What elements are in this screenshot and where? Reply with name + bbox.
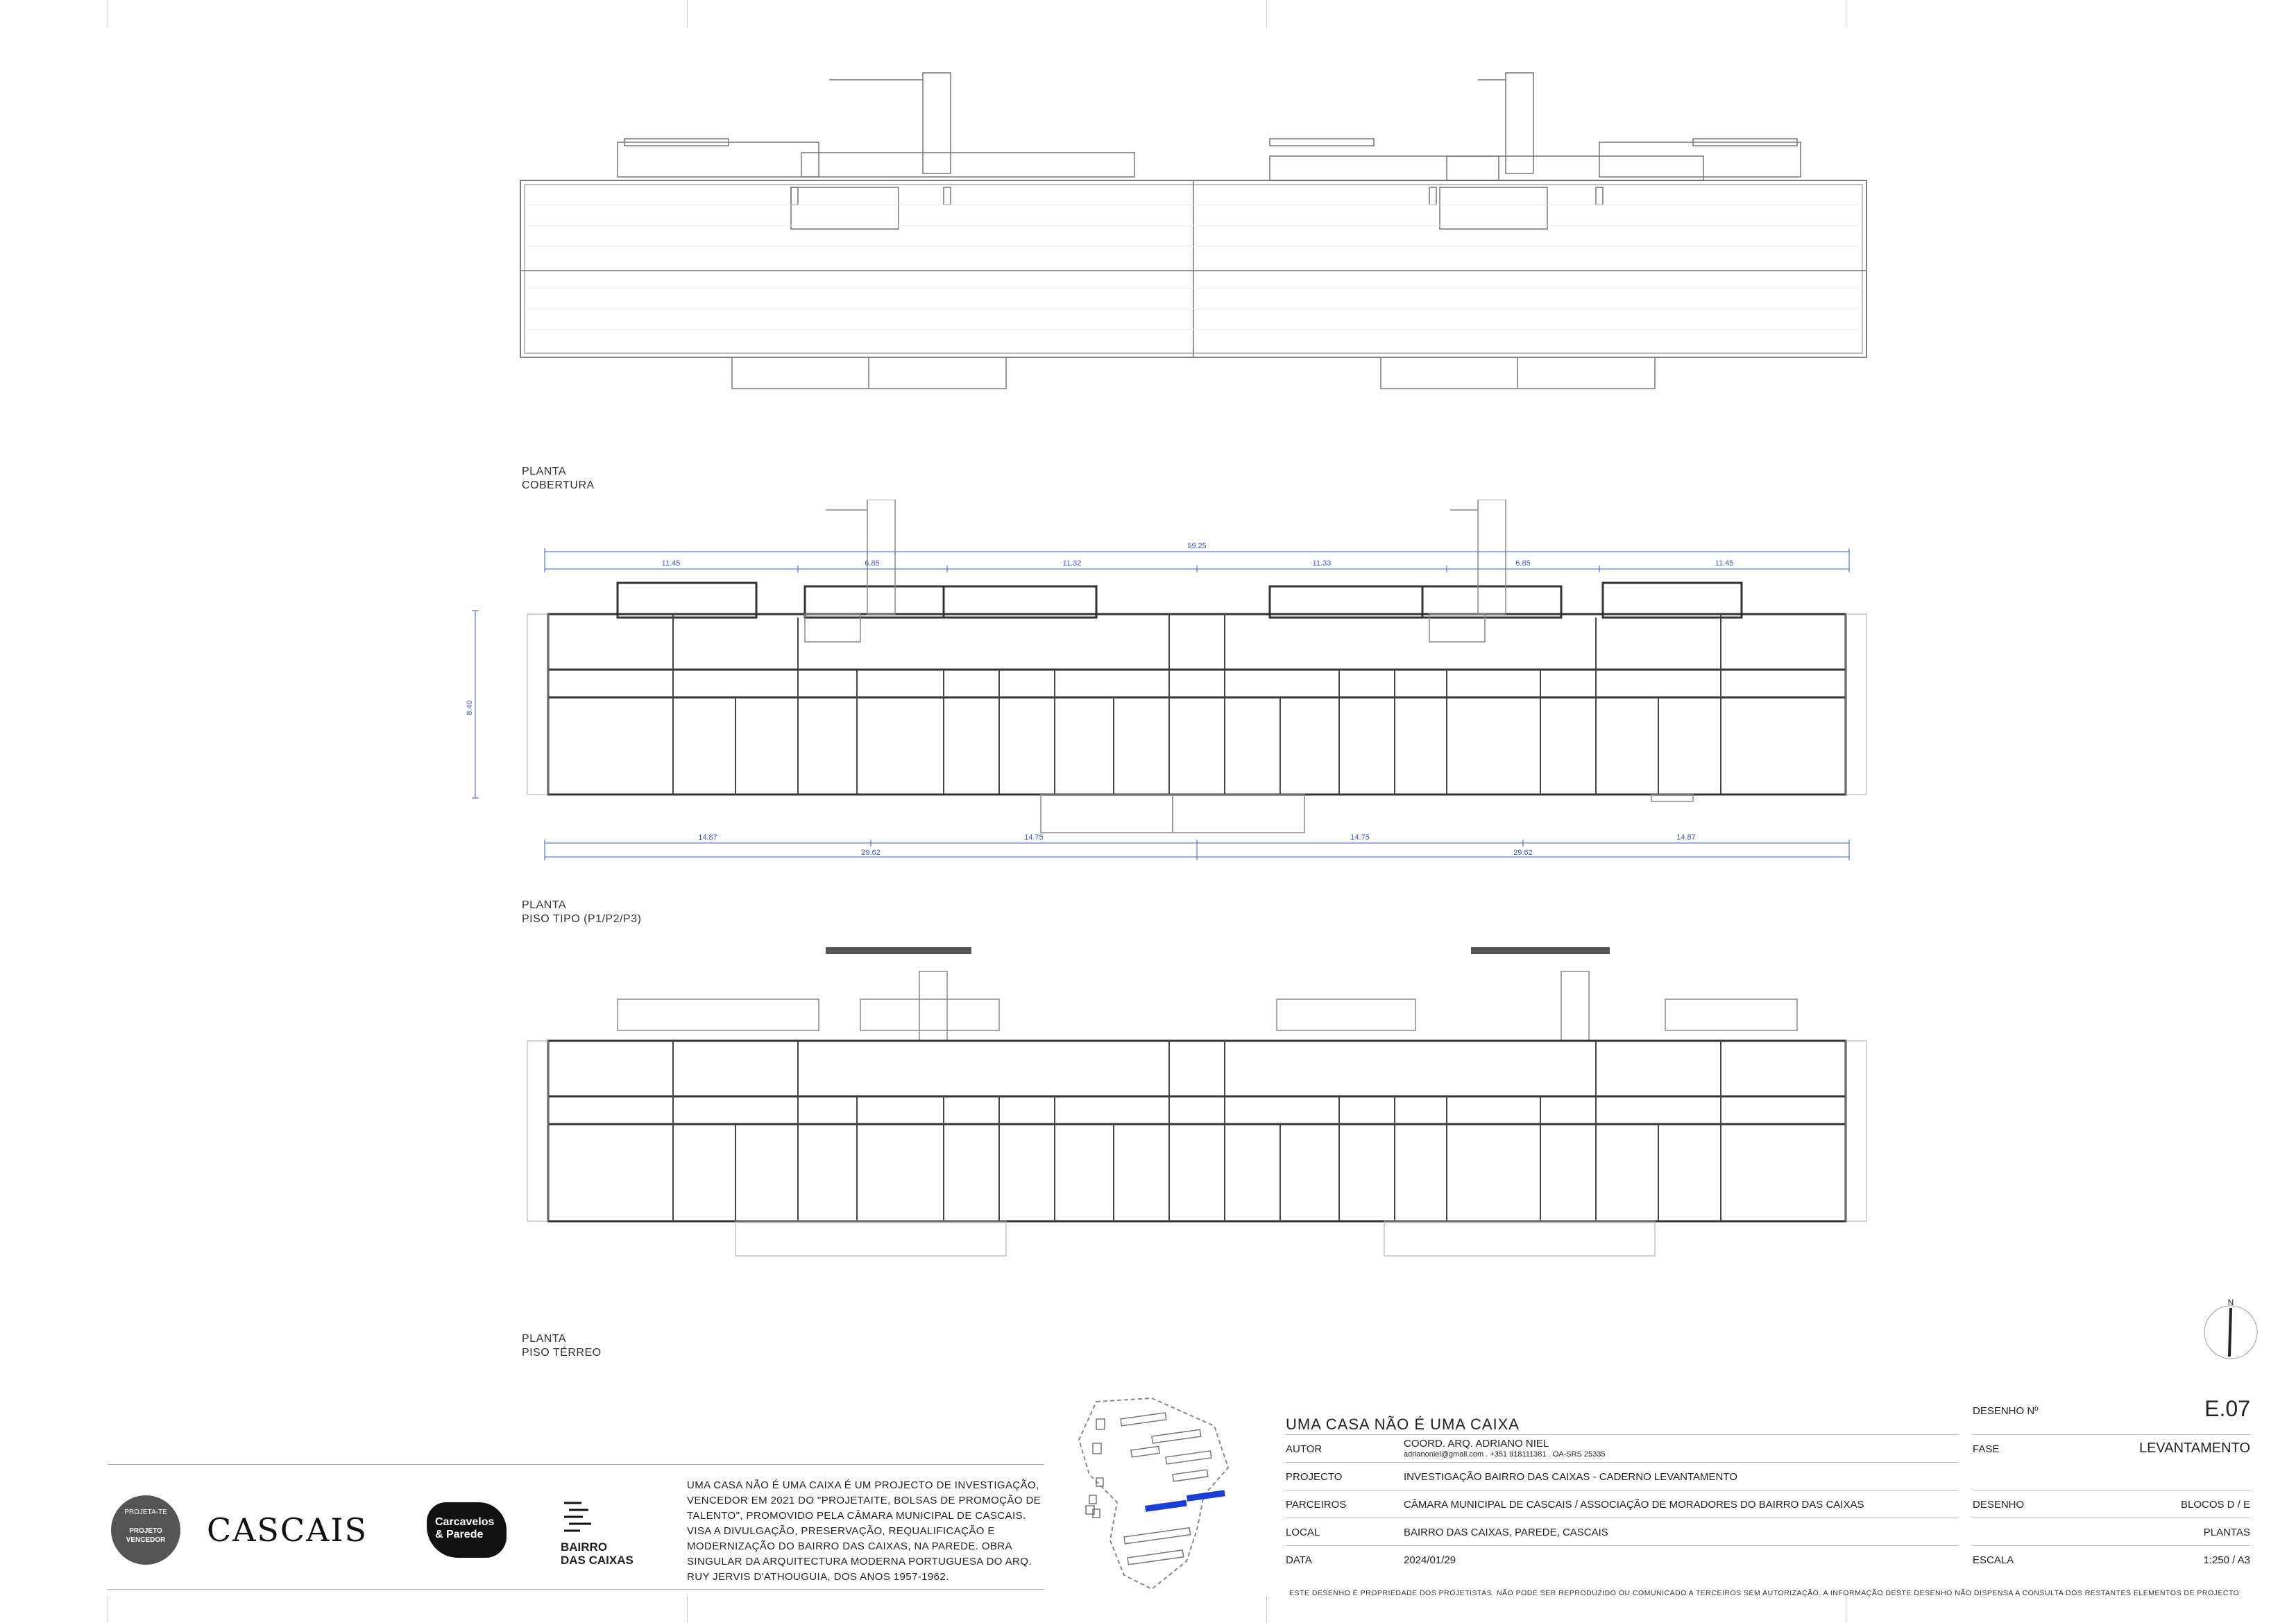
row-label: DESENHO: [1973, 1499, 2025, 1511]
dimension-segment: 11.33: [1312, 559, 1332, 568]
description-line: UMA CASA NÃO É UMA CAIXA É UM PROJECTO DE INVESTIGAÇÃO,: [687, 1479, 1039, 1491]
dimension-segment: 14.87: [1676, 833, 1696, 842]
dimension-half: 29.62: [861, 849, 881, 857]
row-value: BLOCOS D / E: [2180, 1499, 2250, 1511]
title-row-local: [1286, 1518, 1959, 1546]
title-row-data: [1286, 1545, 1959, 1574]
row-label: LOCAL: [1286, 1527, 1320, 1538]
dimension-segment: 6.85: [1515, 559, 1531, 568]
divider: [108, 1589, 1044, 1590]
dimension-segment: 14.87: [698, 833, 717, 842]
row-value: 1:250 / A3: [2203, 1554, 2250, 1566]
title-row-desenho: [1973, 1490, 2250, 1518]
description-line: MODERNIZAÇÃO DO BAIRRO DAS CAIXAS, NA PAREDE. OBRA: [687, 1540, 1012, 1552]
dimension-total: 59.25: [1187, 542, 1207, 550]
row-label: DATA: [1286, 1554, 1312, 1566]
row-value: INVESTIGAÇÃO BAIRRO DAS CAIXAS - CADERNO LEVANTAMENTO: [1404, 1471, 1737, 1483]
ground-plan-label: [522, 1332, 602, 1360]
frame-tick: [1266, 0, 1267, 28]
dimension-half: 29.62: [1513, 849, 1533, 857]
roof-plan-drawing: [513, 66, 1887, 399]
description-line: SINGULAR DA ARQUITECTURA MODERNA PORTUGUESA DO ARQ.: [687, 1556, 1032, 1567]
project-title: UMA CASA NÃO É UMA CAIXA: [1286, 1416, 1520, 1433]
bairro-das-caixas-logo: [561, 1499, 633, 1567]
copyright-note: ESTE DESENHO É PROPRIEDADE DOS PROJETISTAS. NÃO PODE SER REPRODUZIDO OU COMUNICADO A TERCEIROS SEM AUTORIZAÇÃO. A INFORMAÇÃO DESTE DESENHO NÃO DISPENSA A CONSULTA DOS RESTANTES ELEMENTOS DE PROJECTO: [1289, 1589, 2240, 1597]
description-line: VISA A DIVULGAÇÃO, PRESERVAÇÃO, REQUALIFICAÇÃO E: [687, 1525, 995, 1537]
plan-label-line: PISO TIPO (P1/P2/P3): [522, 913, 642, 925]
row-value: CÂMARA MUNICIPAL DE CASCAIS / ASSOCIAÇÃO DE MORADORES DO BAIRRO DAS CAIXAS: [1404, 1499, 1864, 1511]
logo-text: PROJETA-TE: [124, 1509, 167, 1516]
carcavelos-parede-logo: [427, 1502, 507, 1558]
plan-label-line: PISO TÉRREO: [522, 1347, 602, 1359]
title-row-fase: [1973, 1434, 2250, 1463]
row-label: PROJECTO: [1286, 1471, 1343, 1483]
title-row-parceiros: [1286, 1490, 1959, 1518]
dimension-height: 8.40: [466, 700, 474, 715]
dimension-segment: 11.45: [1715, 559, 1734, 568]
logo-text: & Parede: [435, 1529, 484, 1540]
frame-tick: [687, 0, 688, 28]
logo-text: BAIRRO: [561, 1540, 608, 1554]
row-value: BAIRRO DAS CAIXAS, PAREDE, CASCAIS: [1404, 1527, 1608, 1538]
description-line: RUY JERVIS D'ATHOUGUIA, DOS ANOS 1957-1962.: [687, 1571, 949, 1583]
row-value: PLANTAS: [2203, 1527, 2250, 1538]
title-row-desenho-2: [1973, 1518, 2250, 1546]
ground-floor-plan-drawing: [513, 940, 1887, 1273]
site-map: [1069, 1391, 1242, 1599]
row-value: COORD. ARQ. ADRIANO NIEL: [1404, 1438, 1549, 1450]
roof-plan-label: [522, 465, 595, 493]
plan-label-line: PLANTA: [522, 1333, 567, 1345]
logo-text: VENCEDOR: [126, 1536, 166, 1544]
north-arrow-icon: [2200, 1294, 2262, 1363]
row-label: AUTOR: [1286, 1443, 1323, 1455]
north-label: N: [2227, 1298, 2234, 1307]
cascais-logo: CASCAIS: [207, 1511, 368, 1549]
frame-tick: [687, 1595, 688, 1623]
row-label: ESCALA: [1973, 1554, 2014, 1566]
dimension-segment: 6.85: [865, 559, 880, 568]
title-row-projecto: [1286, 1462, 1959, 1490]
dimension-segment: 14.75: [1350, 833, 1370, 842]
plan-label-line: COBERTURA: [522, 479, 595, 491]
logo-text: DAS CAIXAS: [561, 1554, 633, 1567]
logo-text: PROJETO: [129, 1527, 162, 1535]
description-line: TALENTO", PROMOVIDO PELA CÂMARA MUNICIPAL DE CASCAIS.: [687, 1510, 1026, 1522]
dimension-segment: 11.45: [661, 559, 681, 568]
frame-tick: [1266, 1595, 1267, 1623]
title-row-autor: [1286, 1434, 1959, 1463]
divider: [108, 1464, 1044, 1465]
description-line: VENCEDOR EM 2021 DO "PROJETAITE, BOLSAS DE PROMOÇÃO DE: [687, 1495, 1041, 1506]
dimension-segment: 11.32: [1062, 559, 1082, 568]
plan-label-line: PLANTA: [522, 899, 567, 911]
row-label: FASE: [1973, 1443, 2000, 1455]
typical-plan-label: [522, 899, 641, 926]
title-row-escala: [1973, 1545, 2250, 1574]
typical-floor-plan-drawing: [458, 500, 1901, 867]
plan-label-line: PLANTA: [522, 466, 567, 477]
desenho-n-label: DESENHO Nº: [1973, 1405, 2039, 1417]
row-value: 2024/01/29: [1404, 1554, 1456, 1566]
row-value: LEVANTAMENTO: [2138, 1441, 2250, 1456]
project-description: [687, 1478, 1048, 1585]
bairro-icon: [561, 1499, 602, 1537]
row-label: PARCEIROS: [1286, 1499, 1347, 1511]
projetate-logo: [111, 1495, 180, 1565]
dimension-segment: 14.75: [1024, 833, 1044, 842]
row-contact: adrianoniel@gmail.com . +351 918111381 . OA-SRS 25335: [1404, 1450, 1606, 1459]
drawing-number: E.07: [2204, 1396, 2250, 1421]
logo-text: Carcavelos: [435, 1516, 495, 1528]
